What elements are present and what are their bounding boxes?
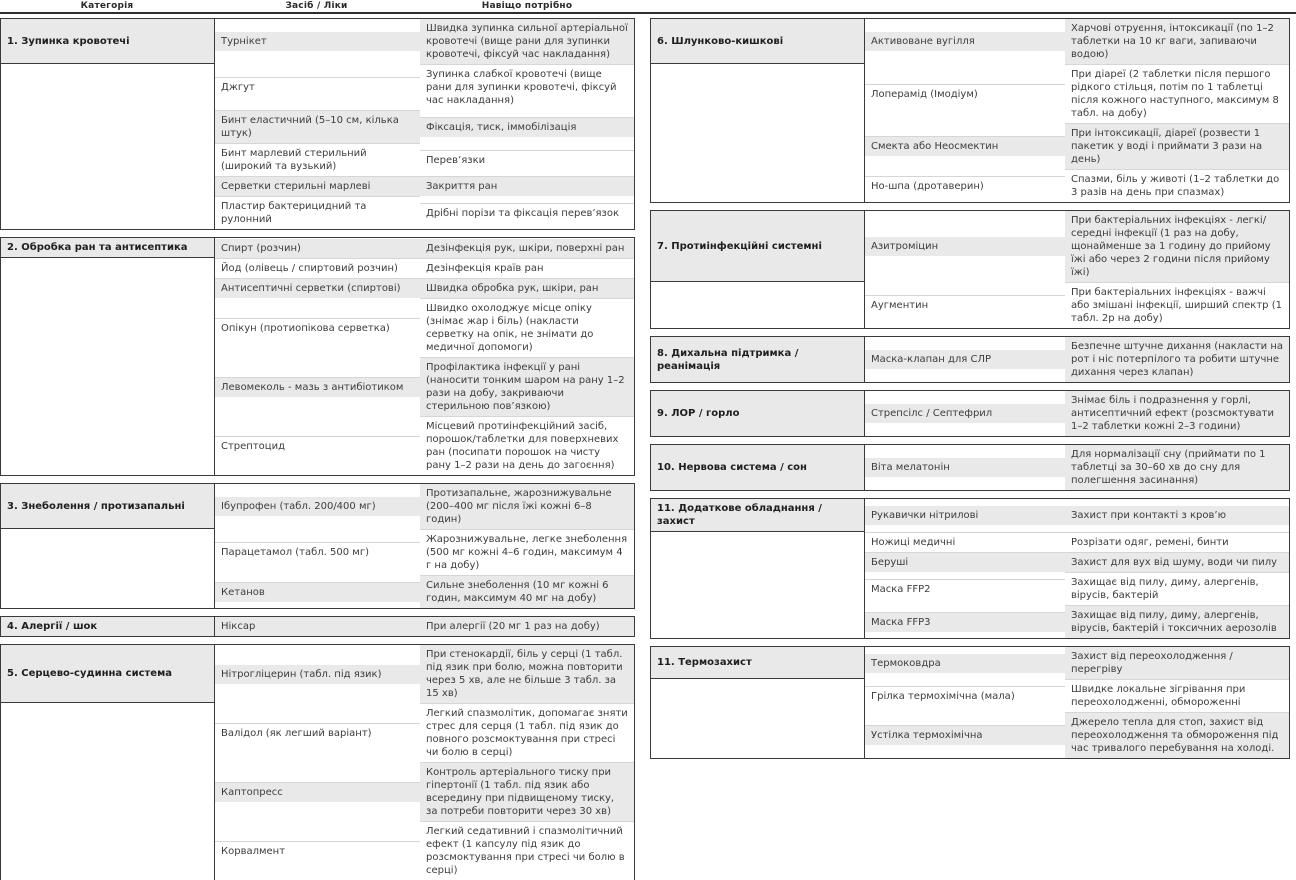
item-cell: Опікун (протиопікова серветка) [215,318,420,338]
item-cell: Серветки стерильні марлеві [215,176,420,196]
category-cell: 2. Обробка ран та антисептика [1,238,215,258]
item-cell: Стрептоцид [215,436,420,456]
table-row [651,532,1289,552]
purpose-cell: Легкий седативний і спазмолітичний ефект (1 капсулу під язик до розсмоктування при стресі чи болю в серці) [420,821,634,880]
purpose-cell: Закриття ран [420,176,634,196]
item-cell: Віта мелатонін [865,458,1065,477]
section-block [650,390,1290,437]
item-cell: Грілка термохімічна (мала) [865,686,1065,706]
category-cell: 4. Алергії / шок [1,617,215,636]
table-row [1,238,634,258]
table-row [651,337,1289,382]
table-row [651,282,1289,328]
header-col-item: Засіб / Ліки [285,1,348,11]
item-cell: Аугментин [865,295,1065,315]
purpose-cell: Джерело тепла для стоп, захист від переохолодження та обмороження під час тривалого перебування на холоді. [1065,712,1289,758]
item-cell: Йод (олівець / спиртовий розчин) [215,258,420,278]
category-spacer [651,64,865,123]
table-row [1,762,634,821]
item-cell: Валідол (як легший варіант) [215,723,420,743]
category-spacer [1,529,215,575]
category-cell: 10. Нервова система / сон [651,445,865,490]
purpose-cell: Контроль артеріального тиску при гіпертонії (1 табл. під язик або всередину при підвищеному тиску, за потреби повторити через 30 хв) [420,762,634,821]
item-cell: Беруші [865,552,1065,572]
category-cell: 5. Серцево-судинна система [1,645,215,703]
category-cell: 11. Термозахист [651,647,865,679]
purpose-cell: Легкий спазмолітик, допомагає зняти стрес для серця (1 табл. під язик до повного розсмоктування при стресі чи болю в серці) [420,703,634,762]
item-cell: Спирт (розчин) [215,239,420,258]
table-row [651,123,1289,169]
category-spacer [1,575,215,608]
table-column-left [0,18,635,880]
purpose-cell: Зупинка слабкої кровотечі (вище рани для зупинки кровотечі, фіксуй час накладання) [420,64,634,110]
purpose-cell: Фіксація, тиск, іммобілізація [420,117,634,137]
section-block [0,237,635,476]
table-row [1,703,634,762]
section-block [650,336,1290,383]
purpose-cell: Захист від переохолодження / перегріву [1065,647,1289,679]
table-row [651,211,1289,282]
section-block [650,444,1290,491]
item-cell: Рукавички нітрилові [865,506,1065,525]
table-row [651,605,1289,638]
category-spacer [1,64,215,110]
table-row [651,391,1289,436]
table-row [651,445,1289,490]
purpose-cell: При інтоксикації, діареї (розвести 1 пакетик у воді і приймати 3 рази на день) [1065,123,1289,169]
item-cell: Каптопресс [215,782,420,802]
table-row [1,617,634,636]
category-spacer [651,532,865,552]
item-cell: Маска FFP2 [865,579,1065,599]
table-row [1,110,634,143]
purpose-cell: При стенокардії, біль у серці (1 табл. під язик при болю, можна повторити через 5 хв, але не більше 3 табл. за 15 хв) [420,645,634,703]
table-row [1,196,634,229]
purpose-cell: Безпечне штучне дихання (накласти на рот і ніс потерпілого та робити штучне дихання через клапан) [1065,337,1289,382]
purpose-cell: Перев’язки [420,150,634,170]
purpose-cell: При діареї (2 таблетки після першого рідкого стільця, потім по 1 таблетці після кожного наступного, максимум 8 табл. на добу) [1065,64,1289,123]
item-cell: Лоперамід (Імодіум) [865,84,1065,104]
purpose-cell: Знімає біль і подразнення у горлі, антисептичний ефект (розсмоктувати 1–2 таблетки кожні 2–3 години) [1065,391,1289,436]
table-header-labels [0,1,635,11]
category-spacer [1,278,215,298]
item-cell: Маска-клапан для СЛР [865,350,1065,369]
item-cell: Пластир бактерицидний та рулонний [215,196,420,229]
purpose-cell: Захищає від пилу, диму, алергенів, вірусів, бактерій і токсичних аерозолів [1065,605,1289,638]
table-row [651,19,1289,64]
purpose-cell: Захищає від пилу, диму, алергенів, вірусів, бактерій [1065,572,1289,605]
table-row [1,645,634,703]
section-block [0,18,635,230]
category-spacer [651,169,865,202]
category-spacer [1,416,215,475]
category-cell: 11. Додаткове обладнання / захист [651,499,865,532]
category-spacer [1,176,215,196]
category-spacer [1,258,215,278]
item-cell: Ібупрофен (табл. 200/400 мг) [215,497,420,516]
section-block [650,18,1290,203]
item-cell: Термоковдра [865,654,1065,673]
table-row [651,679,1289,712]
item-cell: Азитроміцин [865,237,1065,256]
item-cell: Нітрогліцерин (табл. під язик) [215,665,420,684]
category-spacer [1,357,215,416]
table-row [1,298,634,357]
item-cell: Маска FFP3 [865,612,1065,632]
table-row [1,416,634,475]
purpose-cell: Протизапальне, жарознижувальне (200–400 мг після їжі кожні 6–8 годин) [420,484,634,529]
purpose-cell: При бактеріальних інфекціях - легкі/середні інфекції (1 раз на добу, щонайменше за 1 годину до прийому їжі або через 2 години після прийому їжі) [1065,211,1289,282]
category-cell: 9. ЛОР / горло [651,391,865,436]
category-spacer [1,143,215,176]
category-spacer [1,762,215,821]
category-spacer [1,821,215,880]
purpose-cell: Спазми, біль у животі (1–2 таблетки до 3 разів на день при спазмах) [1065,169,1289,202]
item-cell: Но-шпа (дротаверин) [865,176,1065,196]
section-block [650,210,1290,329]
table-row [1,143,634,176]
header-col-purpose: Навіщо потрібно [481,1,573,11]
category-spacer [651,123,865,169]
table-row [1,278,634,298]
purpose-cell: При бактеріальних інфекціях - важчі або змішані інфекції, ширший спектр (1 табл. 2р на добу) [1065,282,1289,328]
category-cell: 1. Зупинка кровотечі [1,19,215,64]
category-cell: 3. Знеболення / протизапальні [1,484,215,529]
table-columns [0,18,1296,880]
item-cell: Корвалмент [215,841,420,861]
item-cell: Ніксар [215,617,420,636]
table-row [1,64,634,110]
table-row [651,572,1289,605]
purpose-cell: Захист при контакті з кров’ю [1065,506,1289,525]
item-cell: Турнікет [215,32,420,51]
purpose-cell: Сильне знеболення (10 мг кожні 6 годин, максимум 40 мг на добу) [420,575,634,608]
table-row [1,357,634,416]
category-spacer [651,552,865,572]
section-block [0,616,635,637]
item-cell: Кетанов [215,582,420,602]
category-spacer [651,282,865,328]
item-cell: Стрепсілс / Септефрил [865,404,1065,423]
purpose-cell: Швидко охолоджує місце опіку (знімає жар і біль) (накласти серветку на опік, не знімати до медичної допомоги) [420,298,634,357]
table-column-right [650,18,1290,880]
category-cell: 8. Дихальна підтримка / реанімація [651,337,865,382]
item-cell: Антисептичні серветки (спиртові) [215,278,420,298]
category-spacer [651,605,865,638]
category-spacer [1,298,215,357]
table-row [651,712,1289,758]
category-spacer [651,712,865,758]
section-block [0,644,635,880]
purpose-cell: Профілактика інфекції у рані (наносити тонким шаром на рану 1–2 рази на добу, закриваючи стерильною пов’язкою) [420,357,634,416]
item-cell: Бинт марлевий стерильний (широкий та вузький) [215,143,420,176]
category-cell: 6. Шлунково-кишкові [651,19,865,64]
item-cell: Левомеколь - мазь з антибіотиком [215,377,420,397]
purpose-cell: Харчові отруєння, інтоксикації (по 1–2 таблетки на 10 кг ваги, запиваючи водою) [1065,19,1289,64]
item-cell: Джгут [215,77,420,97]
item-cell: Бинт еластичний (5–10 см, кілька штук) [215,110,420,143]
table-row [651,552,1289,572]
item-cell: Парацетамол (табл. 500 мг) [215,542,420,562]
table-row [1,19,634,64]
table-row [651,64,1289,123]
purpose-cell: Для нормалізації сну (приймати по 1 таблетці за 30–60 хв до сну для полегшення засинання) [1065,445,1289,490]
table-row [1,176,634,196]
category-spacer [651,572,865,605]
purpose-cell: При алергії (20 мг 1 раз на добу) [420,617,634,636]
table-row [1,258,634,278]
header-col-category: Категорія [80,1,134,11]
table-header [0,0,1296,14]
table-row [651,647,1289,679]
table-row [651,169,1289,202]
table-row [1,575,634,608]
table-row [651,499,1289,532]
purpose-cell: Захист для вух від шуму, води чи пилу [1065,552,1289,572]
item-cell: Активоване вугілля [865,32,1065,51]
category-cell: 7. Протиінфекційні системні [651,211,865,282]
table-row [1,484,634,529]
item-cell: Смекта або Неосмектин [865,136,1065,156]
purpose-cell: Швидка обробка рук, шкіри, ран [420,278,634,298]
purpose-cell: Місцевий протиінфекційний засіб, порошок/таблетки для поверхневих ран (посипати порошок на чисту рану 1–2 рази на день до загоєння) [420,416,634,475]
table-row [1,821,634,880]
purpose-cell: Швидке локальне зігрівання при переохолодженні, обмороженні [1065,679,1289,712]
purpose-cell: Швидка зупинка сильної артеріальної кровотечі (вище рани для зупинки кровотечі, фіксуй час накладання) [420,19,634,64]
section-block [0,483,635,609]
item-cell: Ножиці медичні [865,532,1065,552]
purpose-cell: Жарознижувальне, легке знеболення (500 мг кожні 4–6 годин, максимум 4 г на добу) [420,529,634,575]
purpose-cell: Дрібні порізи та фіксація перев’язок [420,203,634,223]
purpose-cell: Розрізати одяг, ремені, бинти [1065,532,1289,552]
purpose-cell: Дезінфекція рук, шкіри, поверхні ран [420,239,634,258]
purpose-cell: Дезінфекція країв ран [420,258,634,278]
section-block [650,498,1290,639]
category-spacer [651,679,865,712]
category-spacer [1,703,215,762]
item-cell: Устілка термохімічна [865,725,1065,745]
section-block [650,646,1290,759]
category-spacer [1,110,215,143]
table-row [1,529,634,575]
category-spacer [1,196,215,229]
